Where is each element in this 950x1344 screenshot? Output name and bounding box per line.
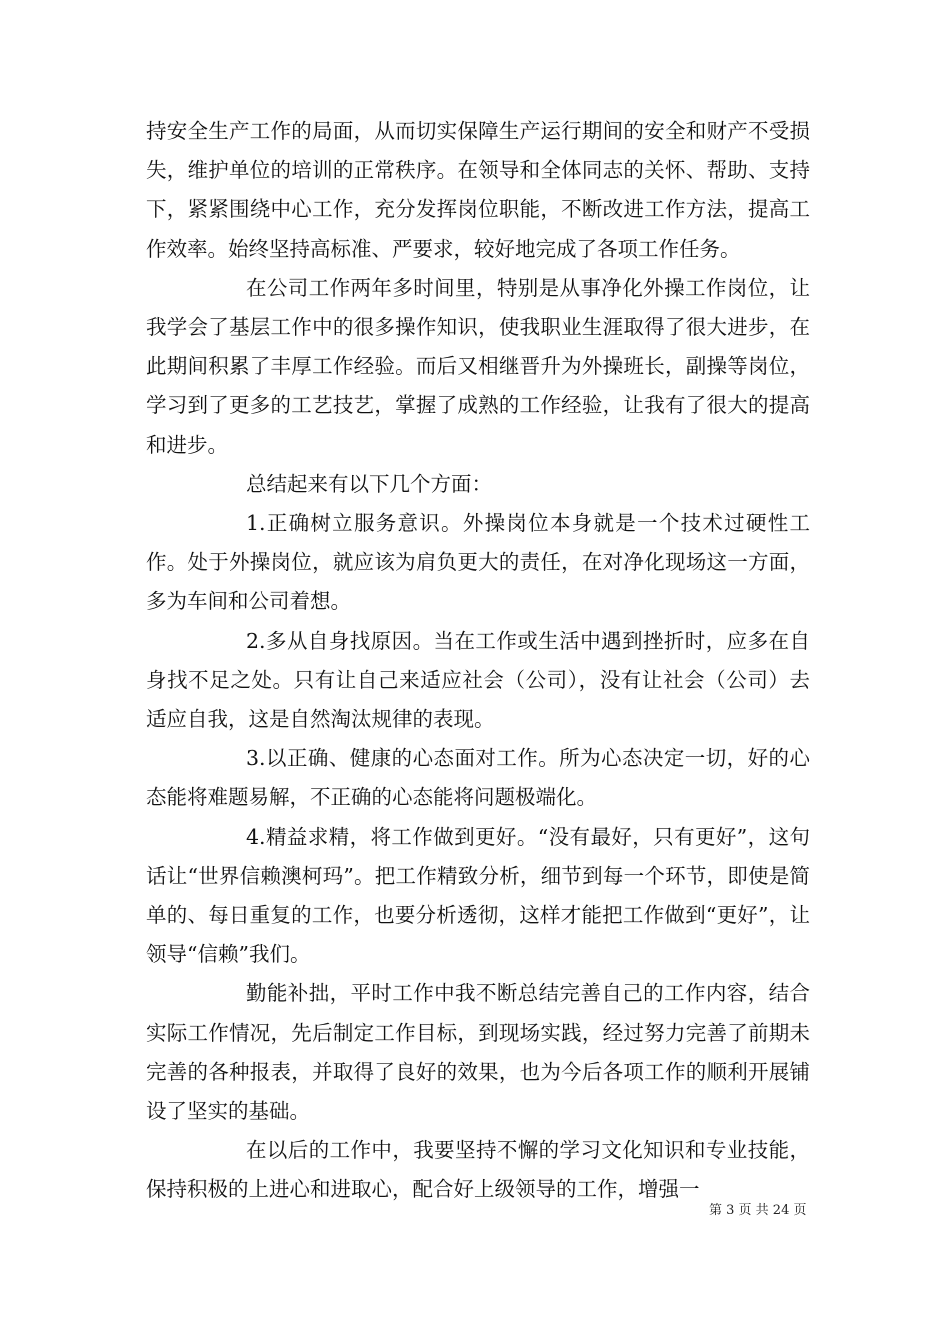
paragraph-diligence: 勤能补拙，平时工作中我不断总结完善自己的工作内容，结合实际工作情况，先后制定工作目标，到现场实践，经过努力完善了前期未完善的各种报表，并取得了良好的效果，也为今后各项工作的顺利开展铺设了坚实的基础。 — [146, 981, 810, 1124]
paragraph-point-3: 3.以正确、健康的心态面对工作。所为心态决定一切，好的心态能将难题易解，不正确的心态能将问题极端化。 — [146, 746, 810, 810]
page-number-footer: 第 3 页 共 24 页 — [709, 1203, 807, 1218]
paragraph-summary-intro: 总结起来有以下几个方面： — [246, 471, 492, 496]
document-body — [146, 112, 810, 1210]
paragraph-continuation: 持安全生产工作的局面，从而切实保障生产运行期间的安全和财产不受损失，维护单位的培训的正常秩序。在领导和全体同志的关怀、帮助、支持下，紧紧围绕中心工作，充分发挥岗位职能，不断改进工作方法，提高工作效率。始终坚持高标准、严要求，较好地完成了各项工作任务。 — [146, 119, 810, 261]
paragraph-point-1: 1.正确树立服务意识。外操岗位本身就是一个技术过硬性工作。处于外操岗位，就应该为肩负更大的责任，在对净化现场这一方面，多为车间和公司着想。 — [146, 511, 810, 614]
paragraph-point-2: 2.多从自身找原因。当在工作或生活中遇到挫折时，应多在自身找不足之处。只有让自己来适应社会（公司），没有让社会（公司）去适应自我，这是自然淘汰规律的表现。 — [146, 628, 810, 732]
paragraph-point-4: 4.精益求精，将工作做到更好。“没有最好，只有更好”，这句话让“世界信赖澳柯玛”。把工作精致分析，细节到每一个环节，即使是简单的、每日重复的工作，也要分析透彻，这样才能把工作做到“更好”，让领导“信赖”我们。 — [146, 824, 810, 967]
paragraph-future-work: 在以后的工作中，我要坚持不懈的学习文化知识和专业技能，保持积极的上进心和进取心，配合好上级领导的工作，增强一 — [146, 1138, 810, 1202]
paragraph-work-experience: 在公司工作两年多时间里，特别是从事净化外操工作岗位，让我学会了基层工作中的很多操作知识，使我职业生涯取得了很大进步，在此期间积累了丰厚工作经验。而后又相继晋升为外操班长，副操等岗位，学习到了更多的工艺技艺，掌握了成熟的工作经验，让我有了很大的提高和进步。 — [146, 275, 810, 457]
